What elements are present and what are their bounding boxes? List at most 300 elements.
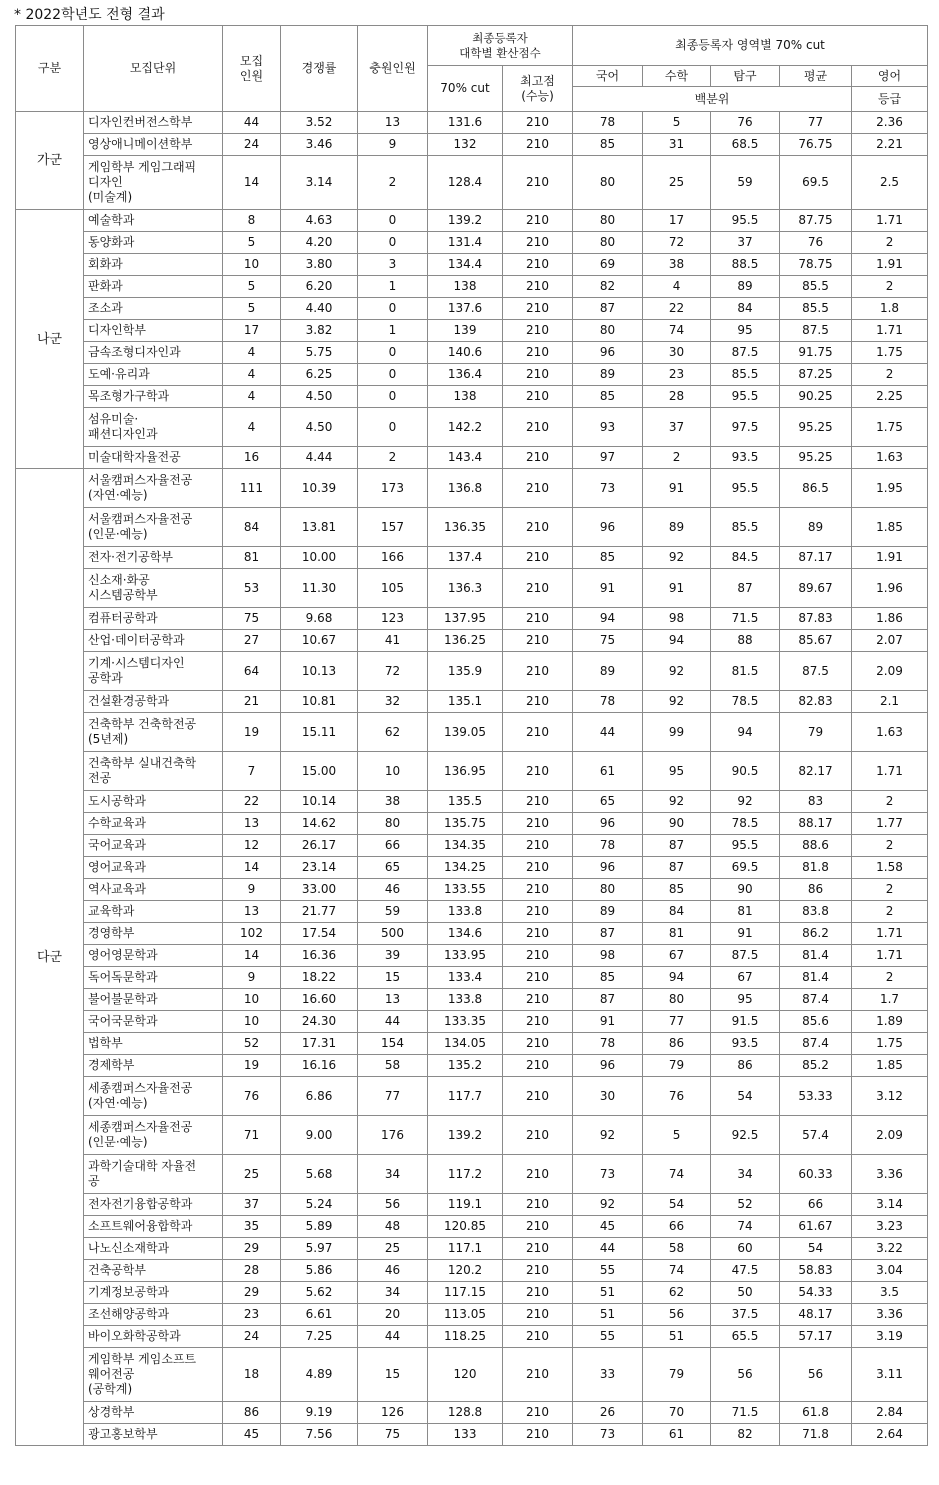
table-row xyxy=(16,691,928,713)
cell-math: 66 xyxy=(643,1216,711,1238)
cell-math: 5 xyxy=(643,1116,711,1155)
cell-inquiry: 56 xyxy=(711,1348,780,1402)
cell-inquiry: 90.5 xyxy=(711,752,780,791)
cell-unit xyxy=(84,752,223,791)
cell-average: 87.17 xyxy=(780,547,852,569)
table-row xyxy=(16,469,928,508)
cell-competition: 5.97 xyxy=(281,1238,358,1260)
cell-cut70: 120.85 xyxy=(428,1216,503,1238)
cell-korean: 96 xyxy=(573,1055,643,1077)
cell-inquiry: 37 xyxy=(711,232,780,254)
cell-korean: 89 xyxy=(573,901,643,923)
cell-cut70: 142.2 xyxy=(428,408,503,447)
cell-quota: 45 xyxy=(223,1424,281,1446)
cell-english: 3.36 xyxy=(852,1155,928,1194)
cell-average: 82.83 xyxy=(780,691,852,713)
cell-additional: 65 xyxy=(358,857,428,879)
cell-cut70: 139.05 xyxy=(428,713,503,752)
cell-max: 210 xyxy=(503,232,573,254)
cell-inquiry: 81 xyxy=(711,901,780,923)
cell-quota: 27 xyxy=(223,630,281,652)
cell-korean: 85 xyxy=(573,386,643,408)
cell-quota: 14 xyxy=(223,156,281,210)
cell-unit xyxy=(84,112,223,134)
cell-competition: 10.13 xyxy=(281,652,358,691)
cell-math: 84 xyxy=(643,901,711,923)
cell-cut70: 135.75 xyxy=(428,813,503,835)
table-row xyxy=(16,408,928,447)
cell-english: 1.71 xyxy=(852,945,928,967)
cell-max: 210 xyxy=(503,447,573,469)
cell-inquiry: 67 xyxy=(711,967,780,989)
cell-korean: 51 xyxy=(573,1282,643,1304)
cell-english: 2.09 xyxy=(852,652,928,691)
unit-line: (공학계) xyxy=(88,1382,133,1396)
cell-unit xyxy=(84,652,223,691)
unit-line: 디자인 xyxy=(88,175,123,189)
cell-english: 1.85 xyxy=(852,1055,928,1077)
cell-unit xyxy=(84,569,223,608)
cell-unit xyxy=(84,857,223,879)
cell-quota: 86 xyxy=(223,1402,281,1424)
cell-english: 3.12 xyxy=(852,1077,928,1116)
cell-competition: 16.36 xyxy=(281,945,358,967)
cell-math: 91 xyxy=(643,469,711,508)
cell-math: 23 xyxy=(643,364,711,386)
cell-competition: 21.77 xyxy=(281,901,358,923)
cell-average: 71.8 xyxy=(780,1424,852,1446)
cell-quota: 75 xyxy=(223,608,281,630)
cell-unit xyxy=(84,901,223,923)
unit-line: 영어영문학과 xyxy=(88,948,158,962)
cell-competition: 5.62 xyxy=(281,1282,358,1304)
cell-english: 2.1 xyxy=(852,691,928,713)
cell-additional: 13 xyxy=(358,112,428,134)
page-title: * 2022학년도 전형 결과 xyxy=(14,7,165,23)
unit-line: 기계·시스템디자인 xyxy=(88,656,185,670)
cell-unit xyxy=(84,1282,223,1304)
unit-line: (미술계) xyxy=(88,190,133,204)
cell-cut70: 136.35 xyxy=(428,508,503,547)
cell-korean: 93 xyxy=(573,408,643,447)
cell-inquiry: 82 xyxy=(711,1424,780,1446)
cell-english: 3.36 xyxy=(852,1304,928,1326)
cell-unit xyxy=(84,210,223,232)
cell-cut70: 117.7 xyxy=(428,1077,503,1116)
cell-math: 92 xyxy=(643,547,711,569)
cell-competition: 10.39 xyxy=(281,469,358,508)
cell-additional: 123 xyxy=(358,608,428,630)
cell-math: 81 xyxy=(643,923,711,945)
cell-max: 210 xyxy=(503,508,573,547)
table-row xyxy=(16,967,928,989)
header-unit: 모집단위 xyxy=(84,26,223,112)
table-row xyxy=(16,989,928,1011)
cell-additional: 80 xyxy=(358,813,428,835)
cell-inquiry: 74 xyxy=(711,1216,780,1238)
cell-unit xyxy=(84,320,223,342)
cell-inquiry: 81.5 xyxy=(711,652,780,691)
cell-competition: 5.24 xyxy=(281,1194,358,1216)
cell-additional: 2 xyxy=(358,156,428,210)
unit-line: 웨어전공 xyxy=(88,1367,135,1381)
cell-math: 74 xyxy=(643,1260,711,1282)
cell-math: 77 xyxy=(643,1011,711,1033)
cell-quota: 71 xyxy=(223,1116,281,1155)
cell-quota: 5 xyxy=(223,232,281,254)
cell-math: 67 xyxy=(643,945,711,967)
cell-cut70: 133.8 xyxy=(428,989,503,1011)
table-row xyxy=(16,276,928,298)
cell-max: 210 xyxy=(503,469,573,508)
cell-inquiry: 95.5 xyxy=(711,469,780,508)
cell-competition: 4.20 xyxy=(281,232,358,254)
cell-average: 91.75 xyxy=(780,342,852,364)
cell-math: 72 xyxy=(643,232,711,254)
cell-additional: 2 xyxy=(358,447,428,469)
cell-korean: 96 xyxy=(573,508,643,547)
header-inquiry: 탐구 xyxy=(711,66,780,87)
unit-line: 디자인컨버전스학부 xyxy=(88,115,193,129)
cell-cut70: 134.6 xyxy=(428,923,503,945)
table-row xyxy=(16,608,928,630)
cell-quota: 18 xyxy=(223,1348,281,1402)
cell-quota: 14 xyxy=(223,857,281,879)
cell-competition: 3.14 xyxy=(281,156,358,210)
table-row xyxy=(16,1055,928,1077)
unit-line: 미술대학자율전공 xyxy=(88,450,181,464)
cell-additional: 0 xyxy=(358,408,428,447)
cell-unit xyxy=(84,791,223,813)
cell-unit xyxy=(84,1326,223,1348)
cell-english: 1.63 xyxy=(852,713,928,752)
cell-inquiry: 97.5 xyxy=(711,408,780,447)
cell-unit xyxy=(84,1348,223,1402)
unit-line: 동양화과 xyxy=(88,235,135,249)
cell-math: 30 xyxy=(643,342,711,364)
cell-cut70: 135.1 xyxy=(428,691,503,713)
cell-additional: 13 xyxy=(358,989,428,1011)
cell-korean: 85 xyxy=(573,547,643,569)
cell-cut70: 134.35 xyxy=(428,835,503,857)
cell-competition: 3.46 xyxy=(281,134,358,156)
cell-max: 210 xyxy=(503,608,573,630)
cell-korean: 85 xyxy=(573,134,643,156)
cell-korean: 80 xyxy=(573,156,643,210)
cell-additional: 0 xyxy=(358,298,428,320)
cell-english: 2.36 xyxy=(852,112,928,134)
cell-max: 210 xyxy=(503,320,573,342)
header-english: 영어 xyxy=(852,66,928,87)
table-row xyxy=(16,342,928,364)
cell-korean: 51 xyxy=(573,1304,643,1326)
cell-additional: 500 xyxy=(358,923,428,945)
cell-average: 90.25 xyxy=(780,386,852,408)
unit-line: (자연·예능) xyxy=(88,488,148,502)
cell-competition: 4.50 xyxy=(281,386,358,408)
cell-quota: 29 xyxy=(223,1238,281,1260)
table-row xyxy=(16,134,928,156)
cell-inquiry: 84 xyxy=(711,298,780,320)
cell-inquiry: 93.5 xyxy=(711,1033,780,1055)
cell-additional: 0 xyxy=(358,210,428,232)
table-row xyxy=(16,254,928,276)
cell-math: 37 xyxy=(643,408,711,447)
cell-korean: 55 xyxy=(573,1326,643,1348)
cell-quota: 10 xyxy=(223,254,281,276)
unit-line: 수학교육과 xyxy=(88,816,146,830)
cell-korean: 78 xyxy=(573,691,643,713)
unit-line: 소프트웨어융합학과 xyxy=(88,1219,193,1233)
cell-quota: 29 xyxy=(223,1282,281,1304)
unit-line: 상경학부 xyxy=(88,1405,135,1419)
cell-math: 91 xyxy=(643,569,711,608)
cell-english: 2.09 xyxy=(852,1116,928,1155)
cell-average: 95.25 xyxy=(780,408,852,447)
cell-inquiry: 78.5 xyxy=(711,691,780,713)
cell-average: 89 xyxy=(780,508,852,547)
cell-quota: 16 xyxy=(223,447,281,469)
cell-math: 4 xyxy=(643,276,711,298)
cell-additional: 166 xyxy=(358,547,428,569)
cell-unit xyxy=(84,232,223,254)
cell-inquiry: 59 xyxy=(711,156,780,210)
cell-competition: 5.89 xyxy=(281,1216,358,1238)
cell-inquiry: 95 xyxy=(711,989,780,1011)
cell-korean: 30 xyxy=(573,1077,643,1116)
cell-cut70: 139.2 xyxy=(428,1116,503,1155)
cell-quota: 4 xyxy=(223,342,281,364)
cell-korean: 89 xyxy=(573,652,643,691)
cell-english: 3.14 xyxy=(852,1194,928,1216)
cell-cut70: 137.95 xyxy=(428,608,503,630)
cell-additional: 62 xyxy=(358,713,428,752)
unit-line: 역사교육과 xyxy=(88,882,146,896)
cell-average: 57.4 xyxy=(780,1116,852,1155)
cell-english: 2 xyxy=(852,967,928,989)
unit-line: 금속조형디자인과 xyxy=(88,345,181,359)
cell-max: 210 xyxy=(503,134,573,156)
cell-unit xyxy=(84,386,223,408)
cell-cut70: 134.25 xyxy=(428,857,503,879)
cell-cut70: 136.8 xyxy=(428,469,503,508)
cell-english: 1.95 xyxy=(852,469,928,508)
cell-quota: 102 xyxy=(223,923,281,945)
cell-english: 2 xyxy=(852,791,928,813)
cell-quota: 5 xyxy=(223,276,281,298)
cell-additional: 72 xyxy=(358,652,428,691)
header-score: 최종등록자 대학별 환산점수 xyxy=(428,26,573,66)
cell-additional: 0 xyxy=(358,342,428,364)
unit-line: 불어불문학과 xyxy=(88,992,158,1006)
cell-korean: 80 xyxy=(573,879,643,901)
cell-korean: 75 xyxy=(573,630,643,652)
cell-competition: 16.16 xyxy=(281,1055,358,1077)
cell-max: 210 xyxy=(503,835,573,857)
cell-cut70: 139 xyxy=(428,320,503,342)
cell-inquiry: 90 xyxy=(711,879,780,901)
table-row xyxy=(16,447,928,469)
table-row xyxy=(16,791,928,813)
cell-cut70: 138 xyxy=(428,386,503,408)
cell-unit xyxy=(84,1116,223,1155)
cell-competition: 18.22 xyxy=(281,967,358,989)
cell-quota: 13 xyxy=(223,901,281,923)
cell-average: 54 xyxy=(780,1238,852,1260)
cell-inquiry: 52 xyxy=(711,1194,780,1216)
cell-english: 2.64 xyxy=(852,1424,928,1446)
cell-cut70: 143.4 xyxy=(428,447,503,469)
cell-english: 3.23 xyxy=(852,1216,928,1238)
cell-unit xyxy=(84,1077,223,1116)
unit-line: 바이오화학공학과 xyxy=(88,1329,181,1343)
cell-inquiry: 85.5 xyxy=(711,364,780,386)
cell-inquiry: 92 xyxy=(711,791,780,813)
header-quota: 모집 인원 xyxy=(223,26,281,112)
unit-line: 전공 xyxy=(88,771,112,785)
unit-line: 도시공학과 xyxy=(88,794,146,808)
cell-average: 81.4 xyxy=(780,967,852,989)
cell-average: 83 xyxy=(780,791,852,813)
cell-max: 210 xyxy=(503,713,573,752)
cell-cut70: 139.2 xyxy=(428,210,503,232)
group-label: 가군 xyxy=(16,112,84,210)
cell-math: 98 xyxy=(643,608,711,630)
cell-unit xyxy=(84,989,223,1011)
cell-cut70: 136.4 xyxy=(428,364,503,386)
table-row xyxy=(16,1326,928,1348)
cell-quota: 111 xyxy=(223,469,281,508)
cell-unit xyxy=(84,1424,223,1446)
cell-quota: 10 xyxy=(223,1011,281,1033)
cell-korean: 87 xyxy=(573,923,643,945)
cell-math: 87 xyxy=(643,857,711,879)
cell-english: 3.19 xyxy=(852,1326,928,1348)
cell-math: 90 xyxy=(643,813,711,835)
cell-average: 95.25 xyxy=(780,447,852,469)
cell-english: 1.77 xyxy=(852,813,928,835)
table-row xyxy=(16,569,928,608)
cell-competition: 7.25 xyxy=(281,1326,358,1348)
cell-inquiry: 54 xyxy=(711,1077,780,1116)
cell-inquiry: 37.5 xyxy=(711,1304,780,1326)
cell-max: 210 xyxy=(503,276,573,298)
cell-unit xyxy=(84,691,223,713)
header-max: 최고점 (수능) xyxy=(503,66,573,112)
unit-line: 교육학과 xyxy=(88,904,135,918)
cell-english: 3.22 xyxy=(852,1238,928,1260)
cell-inquiry: 65.5 xyxy=(711,1326,780,1348)
header-area-cut: 최종등록자 영역별 70% cut xyxy=(573,26,928,66)
cell-math: 86 xyxy=(643,1033,711,1055)
cell-quota: 19 xyxy=(223,713,281,752)
cell-unit xyxy=(84,967,223,989)
cell-korean: 96 xyxy=(573,813,643,835)
table-row xyxy=(16,630,928,652)
cell-inquiry: 86 xyxy=(711,1055,780,1077)
cell-inquiry: 88 xyxy=(711,630,780,652)
cell-additional: 157 xyxy=(358,508,428,547)
unit-line: 목조형가구학과 xyxy=(88,389,170,403)
cell-english: 3.04 xyxy=(852,1260,928,1282)
unit-line: 디자인학부 xyxy=(88,323,146,337)
cell-competition: 14.62 xyxy=(281,813,358,835)
cell-unit xyxy=(84,1194,223,1216)
cell-quota: 23 xyxy=(223,1304,281,1326)
cell-quota: 21 xyxy=(223,691,281,713)
cell-unit xyxy=(84,923,223,945)
cell-max: 210 xyxy=(503,1424,573,1446)
cell-average: 58.83 xyxy=(780,1260,852,1282)
cell-additional: 41 xyxy=(358,630,428,652)
cell-additional: 0 xyxy=(358,386,428,408)
cell-competition: 6.20 xyxy=(281,276,358,298)
cell-average: 82.17 xyxy=(780,752,852,791)
cell-korean: 97 xyxy=(573,447,643,469)
cell-competition: 10.81 xyxy=(281,691,358,713)
cell-average: 85.5 xyxy=(780,298,852,320)
unit-line: 컴퓨터공학과 xyxy=(88,611,158,625)
cell-english: 2.84 xyxy=(852,1402,928,1424)
cell-unit xyxy=(84,879,223,901)
cell-additional: 34 xyxy=(358,1282,428,1304)
cell-additional: 58 xyxy=(358,1055,428,1077)
cell-unit xyxy=(84,1402,223,1424)
cell-competition: 16.60 xyxy=(281,989,358,1011)
cell-cut70: 132 xyxy=(428,134,503,156)
cell-korean: 85 xyxy=(573,967,643,989)
cell-inquiry: 95.5 xyxy=(711,386,780,408)
cell-inquiry: 60 xyxy=(711,1238,780,1260)
cell-inquiry: 93.5 xyxy=(711,447,780,469)
cell-max: 210 xyxy=(503,1326,573,1348)
cell-english: 1.58 xyxy=(852,857,928,879)
cell-average: 85.5 xyxy=(780,276,852,298)
cell-english: 1.63 xyxy=(852,447,928,469)
unit-line: 나노신소재학과 xyxy=(88,1241,170,1255)
cell-cut70: 138 xyxy=(428,276,503,298)
cell-competition: 4.50 xyxy=(281,408,358,447)
table-row xyxy=(16,1260,928,1282)
cell-quota: 12 xyxy=(223,835,281,857)
unit-line: 독어독문학과 xyxy=(88,970,158,984)
cell-math: 89 xyxy=(643,508,711,547)
cell-cut70: 117.1 xyxy=(428,1238,503,1260)
unit-line: 광고홍보학부 xyxy=(88,1427,158,1441)
cell-additional: 56 xyxy=(358,1194,428,1216)
cell-math: 25 xyxy=(643,156,711,210)
cell-max: 210 xyxy=(503,879,573,901)
unit-line: 국어교육과 xyxy=(88,838,146,852)
table-row xyxy=(16,1216,928,1238)
cell-quota: 28 xyxy=(223,1260,281,1282)
cell-math: 76 xyxy=(643,1077,711,1116)
cell-quota: 24 xyxy=(223,134,281,156)
cell-cut70: 133.55 xyxy=(428,879,503,901)
cell-english: 1.91 xyxy=(852,254,928,276)
cell-english: 2 xyxy=(852,364,928,386)
cell-average: 57.17 xyxy=(780,1326,852,1348)
cell-quota: 81 xyxy=(223,547,281,569)
cell-inquiry: 76 xyxy=(711,112,780,134)
unit-line: 예술학과 xyxy=(88,213,135,227)
cell-average: 87.25 xyxy=(780,364,852,386)
table-row xyxy=(16,547,928,569)
cell-quota: 84 xyxy=(223,508,281,547)
cell-average: 79 xyxy=(780,713,852,752)
cell-math: 74 xyxy=(643,320,711,342)
group-label: 나군 xyxy=(16,210,84,469)
